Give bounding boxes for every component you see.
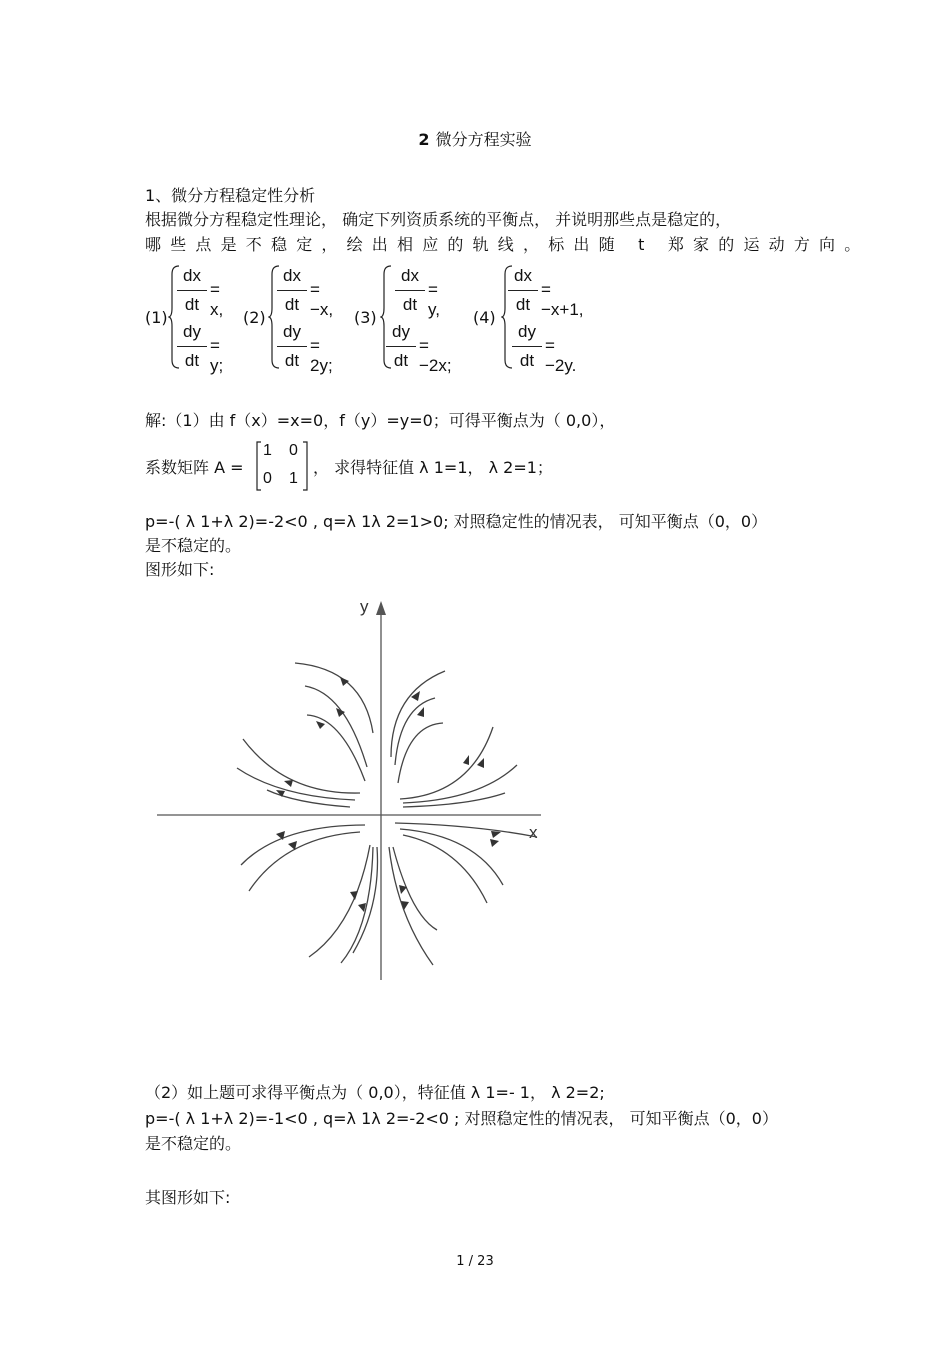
trajectory [389, 847, 433, 965]
trajectory [237, 768, 355, 800]
arrow-icon [340, 677, 349, 686]
intro-line-2: 哪些点是不稳定，绘出相应的轨线，标出随 t 郑家的运动方向。 [145, 235, 870, 254]
eigenvalue-text: ， 求得特征值 λ 1=1， λ 2=1； [313, 458, 553, 477]
eq1-rhs: = x, [210, 280, 224, 319]
system-label: (2) [243, 308, 266, 327]
arrow-icon [463, 755, 469, 765]
trajectory [403, 793, 505, 807]
trajectory [309, 845, 370, 957]
trajectory [307, 715, 365, 781]
solution-2-line-1: （2）如上题可求得平衡点为（ 0,0），特征值 λ 1=- 1， λ 2=2; [145, 1083, 605, 1102]
arrow-icon [417, 707, 424, 717]
trajectories [237, 663, 537, 965]
trajectory [403, 835, 487, 903]
matrix-label: 系数矩阵 A = [145, 458, 244, 477]
trajectory [403, 765, 517, 803]
eq2-rhs: = −2x; [419, 336, 452, 375]
fraction-dx-dt: dx dt [508, 264, 538, 317]
fraction-dy-dt: dy dt [512, 320, 542, 373]
solution-1-line-1: 解:（1）由 f（x）=x=0，f（y）=y=0；可得平衡点为（ 0,0）， [145, 411, 616, 430]
eq2-rhs: = 2y; [310, 336, 333, 375]
matrix-cell: 0 [289, 442, 298, 459]
trajectory [295, 663, 373, 733]
figure-caption-2: 其图形如下: [145, 1188, 231, 1207]
trajectory [249, 832, 360, 891]
fraction-dx-dt: dx dt [177, 264, 207, 317]
eq1-rhs: = −x+1, [541, 280, 584, 319]
page-number: 1 / 23 [456, 1254, 494, 1269]
fraction-dy-dt: dy dt [177, 320, 207, 373]
eq2-rhs: = −2y. [545, 336, 577, 375]
arrow-icon [284, 780, 293, 787]
eq1-rhs: = −x, [310, 280, 334, 319]
arrow-icon [491, 831, 501, 838]
trajectory [393, 847, 437, 930]
title-number: 2 [418, 130, 430, 149]
intro-line-1: 根据微分方程稳定性理论， 确定下列资质系统的平衡点， 并说明那些点是稳定的， [145, 210, 732, 229]
solution-1-line-3: p=-( λ 1+λ 2)=-2<0 , q=λ 1λ 2=1>0; 对照稳定性的情况表， 可知平衡点（0，0） [145, 512, 768, 531]
figure-caption-1: 图形如下: [145, 560, 215, 579]
matrix-brackets [253, 440, 311, 492]
trajectory [395, 823, 537, 837]
system-label: (3) [354, 308, 377, 327]
fraction-dy-dt: dy dt [277, 320, 307, 373]
trajectory [305, 686, 367, 767]
section-heading: 1、微分方程稳定性分析 [145, 186, 316, 205]
fraction-dx-dt: dx dt [395, 264, 425, 317]
matrix-cell: 0 [263, 470, 272, 487]
trajectory [395, 698, 435, 765]
fraction-dy-dt: dy dt [386, 320, 416, 373]
arrow-icon [316, 721, 325, 729]
solution-2-line-2: p=-( λ 1+λ 2)=-1<0 , q=λ 1λ 2=-2<0 ; 对照稳定性的情况表， 可知平衡点（0，0） [145, 1109, 778, 1128]
solution-2-line-3: 是不稳定的。 [145, 1134, 242, 1153]
trajectory [398, 723, 443, 783]
direction-arrows [276, 677, 501, 912]
y-axis-label: y [360, 597, 369, 616]
matrix-cell: 1 [289, 470, 298, 487]
title-text: 微分方程实验 [435, 130, 532, 149]
arrow-icon [477, 758, 484, 768]
eq2-rhs: = y; [210, 336, 224, 375]
eq1-rhs: = y, [428, 280, 440, 319]
x-axis-label: x [529, 823, 538, 842]
page-title [0, 127, 950, 150]
y-axis-arrow-icon [376, 601, 386, 615]
system-label: (1) [145, 308, 168, 327]
solution-1-line-4: 是不稳定的。 [145, 536, 242, 555]
trajectory [243, 739, 360, 793]
fraction-dx-dt: dx dt [277, 264, 307, 317]
coefficient-matrix [253, 440, 311, 492]
arrow-icon [490, 839, 499, 847]
matrix-cell: 1 [263, 442, 272, 459]
system-label: (4) [473, 308, 496, 327]
phase-portrait-figure [145, 585, 585, 995]
